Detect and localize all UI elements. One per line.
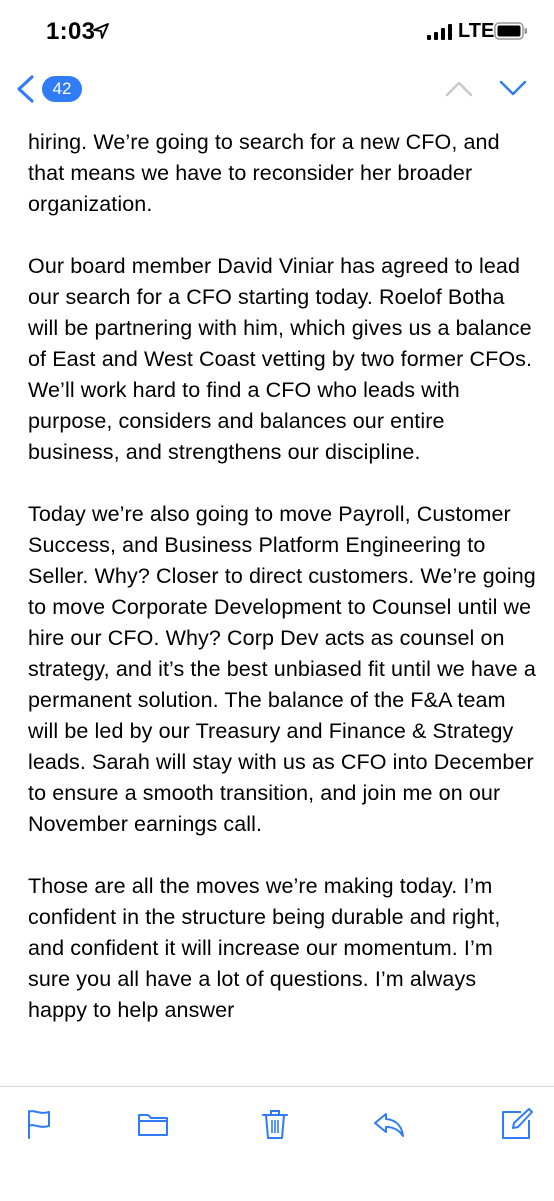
email-paragraph: Those are all the moves we’re making today. I’m confident in the structure being durable and right, and confident it will increase our momentum. I’m sure you all have a lot of questions. I’m always happy to help answer: [28, 874, 501, 1022]
back-chevron-icon[interactable]: [14, 74, 36, 104]
battery-icon: [494, 22, 528, 40]
down-chevron-icon[interactable]: [498, 78, 528, 98]
trash-icon[interactable]: [258, 1107, 292, 1141]
unread-count-badge[interactable]: 42: [42, 76, 82, 102]
up-chevron-icon[interactable]: [444, 78, 474, 98]
status-time: 1:03: [46, 18, 96, 45]
nav-bar: [0, 64, 554, 116]
email-body: [28, 116, 540, 1086]
bottom-toolbar: [0, 1086, 554, 1201]
email-paragraph: Today we’re also going to move Payroll, Customer Success, and Business Platform Engineering to Seller. Why? Closer to direct customers. We’re going to move Corporate Development to Counsel until we hire our CFO. Why? Corp Dev acts as counsel on strategy, and it’s the best unbiased fit until we have a permanent solution. The balance of the F&A team will be led by our Treasury and Finance & Strategy leads. Sarah will stay with us as CFO into December to ensure a smooth transition, and join me on our November earnings call.: [28, 502, 536, 836]
email-paragraph: hiring. We’re going to search for a new CFO, and that means we have to reconsider her broader organization.: [28, 130, 500, 216]
status-bar: [0, 0, 554, 64]
location-arrow-icon: [92, 22, 110, 40]
flag-icon[interactable]: [22, 1107, 56, 1141]
signal-bars-icon: [427, 24, 453, 40]
folder-icon[interactable]: [136, 1107, 170, 1141]
network-type: LTE: [458, 20, 495, 42]
email-paragraph: Our board member David Viniar has agreed to lead our search for a CFO starting today. Roelof Botha will be partnering with him, which gives us a balance of East and West Coast vetting by two former CFOs. We’ll work hard to find a CFO who leads with purpose, considers and balances our entire business, and strengthens our discipline.: [28, 254, 533, 464]
reply-icon[interactable]: [372, 1107, 406, 1141]
compose-icon[interactable]: [500, 1107, 534, 1141]
